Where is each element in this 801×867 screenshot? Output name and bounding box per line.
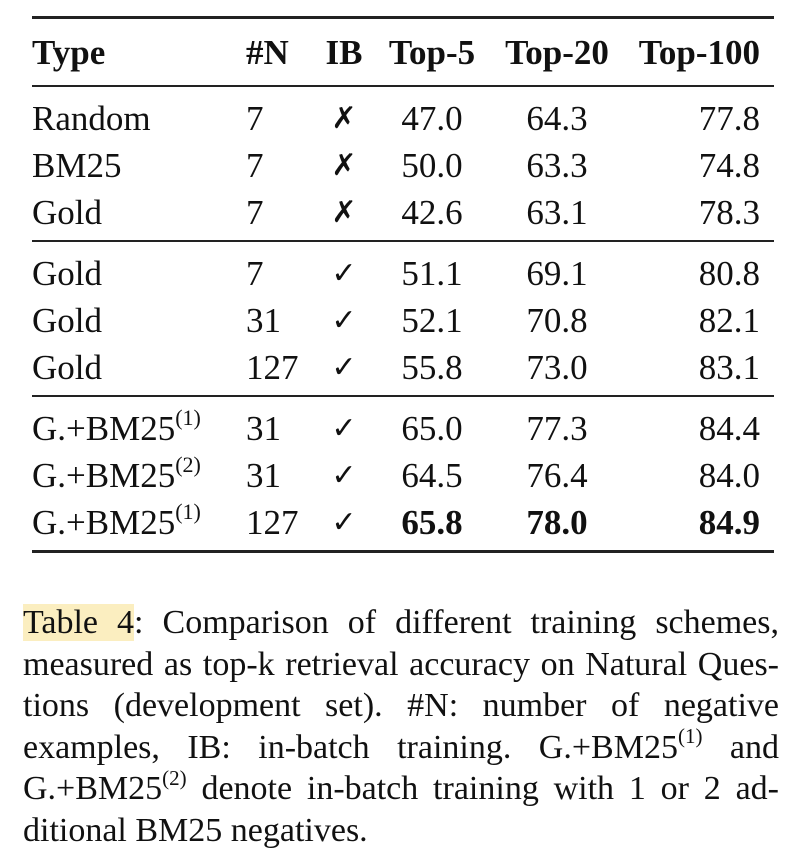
- caption-text-5b: denote in-batch training with 1 or 2 ad-: [186, 770, 779, 807]
- table-row: [32, 242, 774, 297]
- cell-top100: 78.3: [698, 193, 760, 232]
- cell-n: 127: [246, 503, 299, 542]
- cell-top20: 69.1: [526, 254, 588, 293]
- cell-top20: 63.1: [526, 193, 588, 232]
- cell-top20: 78.0: [526, 503, 588, 542]
- table-group-1: [32, 87, 774, 240]
- cell-type: [32, 499, 246, 550]
- table-row: [32, 189, 774, 240]
- cell-top5: 47.0: [401, 99, 463, 138]
- cell-top20: 70.8: [526, 301, 588, 340]
- table-row: [32, 87, 774, 142]
- cell-top100: 80.8: [698, 254, 760, 293]
- caption-line-5: [23, 765, 779, 810]
- caption-label: Table 4: [23, 604, 135, 641]
- table-caption: [23, 602, 779, 851]
- cell-ib: ✓: [331, 457, 357, 493]
- header-top5: Top-5: [388, 32, 476, 72]
- cell-type: [32, 189, 246, 240]
- cell-top5: 64.5: [401, 456, 463, 495]
- cell-ib: ✓: [331, 410, 357, 446]
- table-group-2: [32, 242, 774, 395]
- header-top20: Top-20: [505, 32, 609, 72]
- cell-type-text: G.+BM25: [32, 409, 176, 448]
- cell-type-text: Gold: [32, 301, 102, 340]
- caption-line-4: [23, 724, 779, 769]
- caption-text-5a: G.+BM25: [23, 770, 163, 807]
- header-top100: Top-100: [638, 32, 760, 72]
- cell-n: 31: [246, 301, 281, 340]
- cell-top20: 76.4: [526, 456, 588, 495]
- cell-type-sup: (2): [175, 452, 201, 478]
- cell-type-text: Random: [32, 99, 151, 138]
- cell-ib: ✓: [331, 349, 357, 385]
- cell-top5: 51.1: [401, 254, 463, 293]
- cell-top100: 74.8: [698, 146, 760, 185]
- cell-type: [32, 142, 246, 189]
- cell-type: [32, 452, 246, 499]
- cell-top100: 83.1: [698, 348, 760, 387]
- cell-type: [32, 242, 246, 297]
- cell-ib: ✓: [331, 504, 357, 540]
- cell-type-sup: (1): [175, 405, 201, 431]
- table-row: [32, 297, 774, 344]
- caption-line-2: measured as top-k retrieval accuracy on Natural Ques-: [23, 645, 779, 683]
- table-row: [32, 344, 774, 395]
- cell-n: 7: [246, 146, 264, 185]
- cell-type: [32, 297, 246, 344]
- caption-line-1: [23, 602, 779, 644]
- cell-ib: ✓: [331, 255, 357, 291]
- cell-top100: 84.4: [698, 409, 760, 448]
- cell-type: [32, 344, 246, 395]
- bottom-rule: [32, 550, 774, 553]
- cell-type-text: G.+BM25: [32, 503, 176, 542]
- cell-n: 127: [246, 348, 299, 387]
- caption-text-4b: and: [702, 728, 779, 766]
- cell-top5: 65.0: [401, 409, 463, 448]
- caption-line-6: ditional BM25 negatives.: [23, 811, 368, 849]
- cell-ib: ✗: [331, 100, 357, 136]
- cell-top20: 63.3: [526, 146, 588, 185]
- cell-top100: 82.1: [698, 301, 760, 340]
- cell-type-sup: (1): [175, 499, 201, 525]
- cell-ib: ✓: [331, 302, 357, 338]
- caption-line-3: tions (development set). #N: number of negative: [23, 687, 779, 724]
- cell-n: 31: [246, 409, 281, 448]
- table-row: [32, 452, 774, 499]
- cell-top5: 50.0: [401, 146, 463, 185]
- cell-type: [32, 397, 246, 452]
- cell-ib: ✗: [331, 147, 357, 183]
- cell-top20: 77.3: [526, 409, 588, 448]
- cell-top100: 84.9: [698, 503, 760, 542]
- caption-text-1: : Comparison of different training schemes,: [134, 604, 779, 641]
- cell-type-text: Gold: [32, 348, 102, 387]
- cell-top20: 64.3: [526, 99, 588, 138]
- table-row: [32, 142, 774, 189]
- header-n: #N: [246, 32, 289, 72]
- table-row: [32, 397, 774, 452]
- cell-n: 31: [246, 456, 281, 495]
- cell-type: [32, 87, 246, 142]
- caption-sup-5: (2): [162, 765, 187, 790]
- cell-type-text: G.+BM25: [32, 456, 176, 495]
- caption-text-4a: examples, IB: in-batch training. G.+BM25: [23, 728, 678, 766]
- results-table: [32, 16, 774, 553]
- cell-ib: ✗: [331, 194, 357, 230]
- cell-n: 7: [246, 193, 264, 232]
- table-header-row: [32, 19, 774, 85]
- cell-top20: 73.0: [526, 348, 588, 387]
- cell-top100: 77.8: [698, 99, 760, 138]
- header-type: Type: [32, 32, 106, 72]
- cell-top5: 55.8: [401, 348, 463, 387]
- cell-n: 7: [246, 99, 264, 138]
- cell-top100: 84.0: [698, 456, 760, 495]
- caption-sup-4: (1): [677, 724, 703, 749]
- cell-n: 7: [246, 254, 264, 293]
- header-ib: IB: [325, 32, 363, 72]
- cell-type-text: Gold: [32, 193, 102, 232]
- table-group-3: [32, 397, 774, 550]
- cell-top5: 52.1: [401, 301, 463, 340]
- cell-top5: 65.8: [401, 503, 463, 542]
- cell-type-text: BM25: [32, 146, 122, 185]
- table-row: [32, 499, 774, 550]
- cell-top5: 42.6: [401, 193, 463, 232]
- cell-type-text: Gold: [32, 254, 102, 293]
